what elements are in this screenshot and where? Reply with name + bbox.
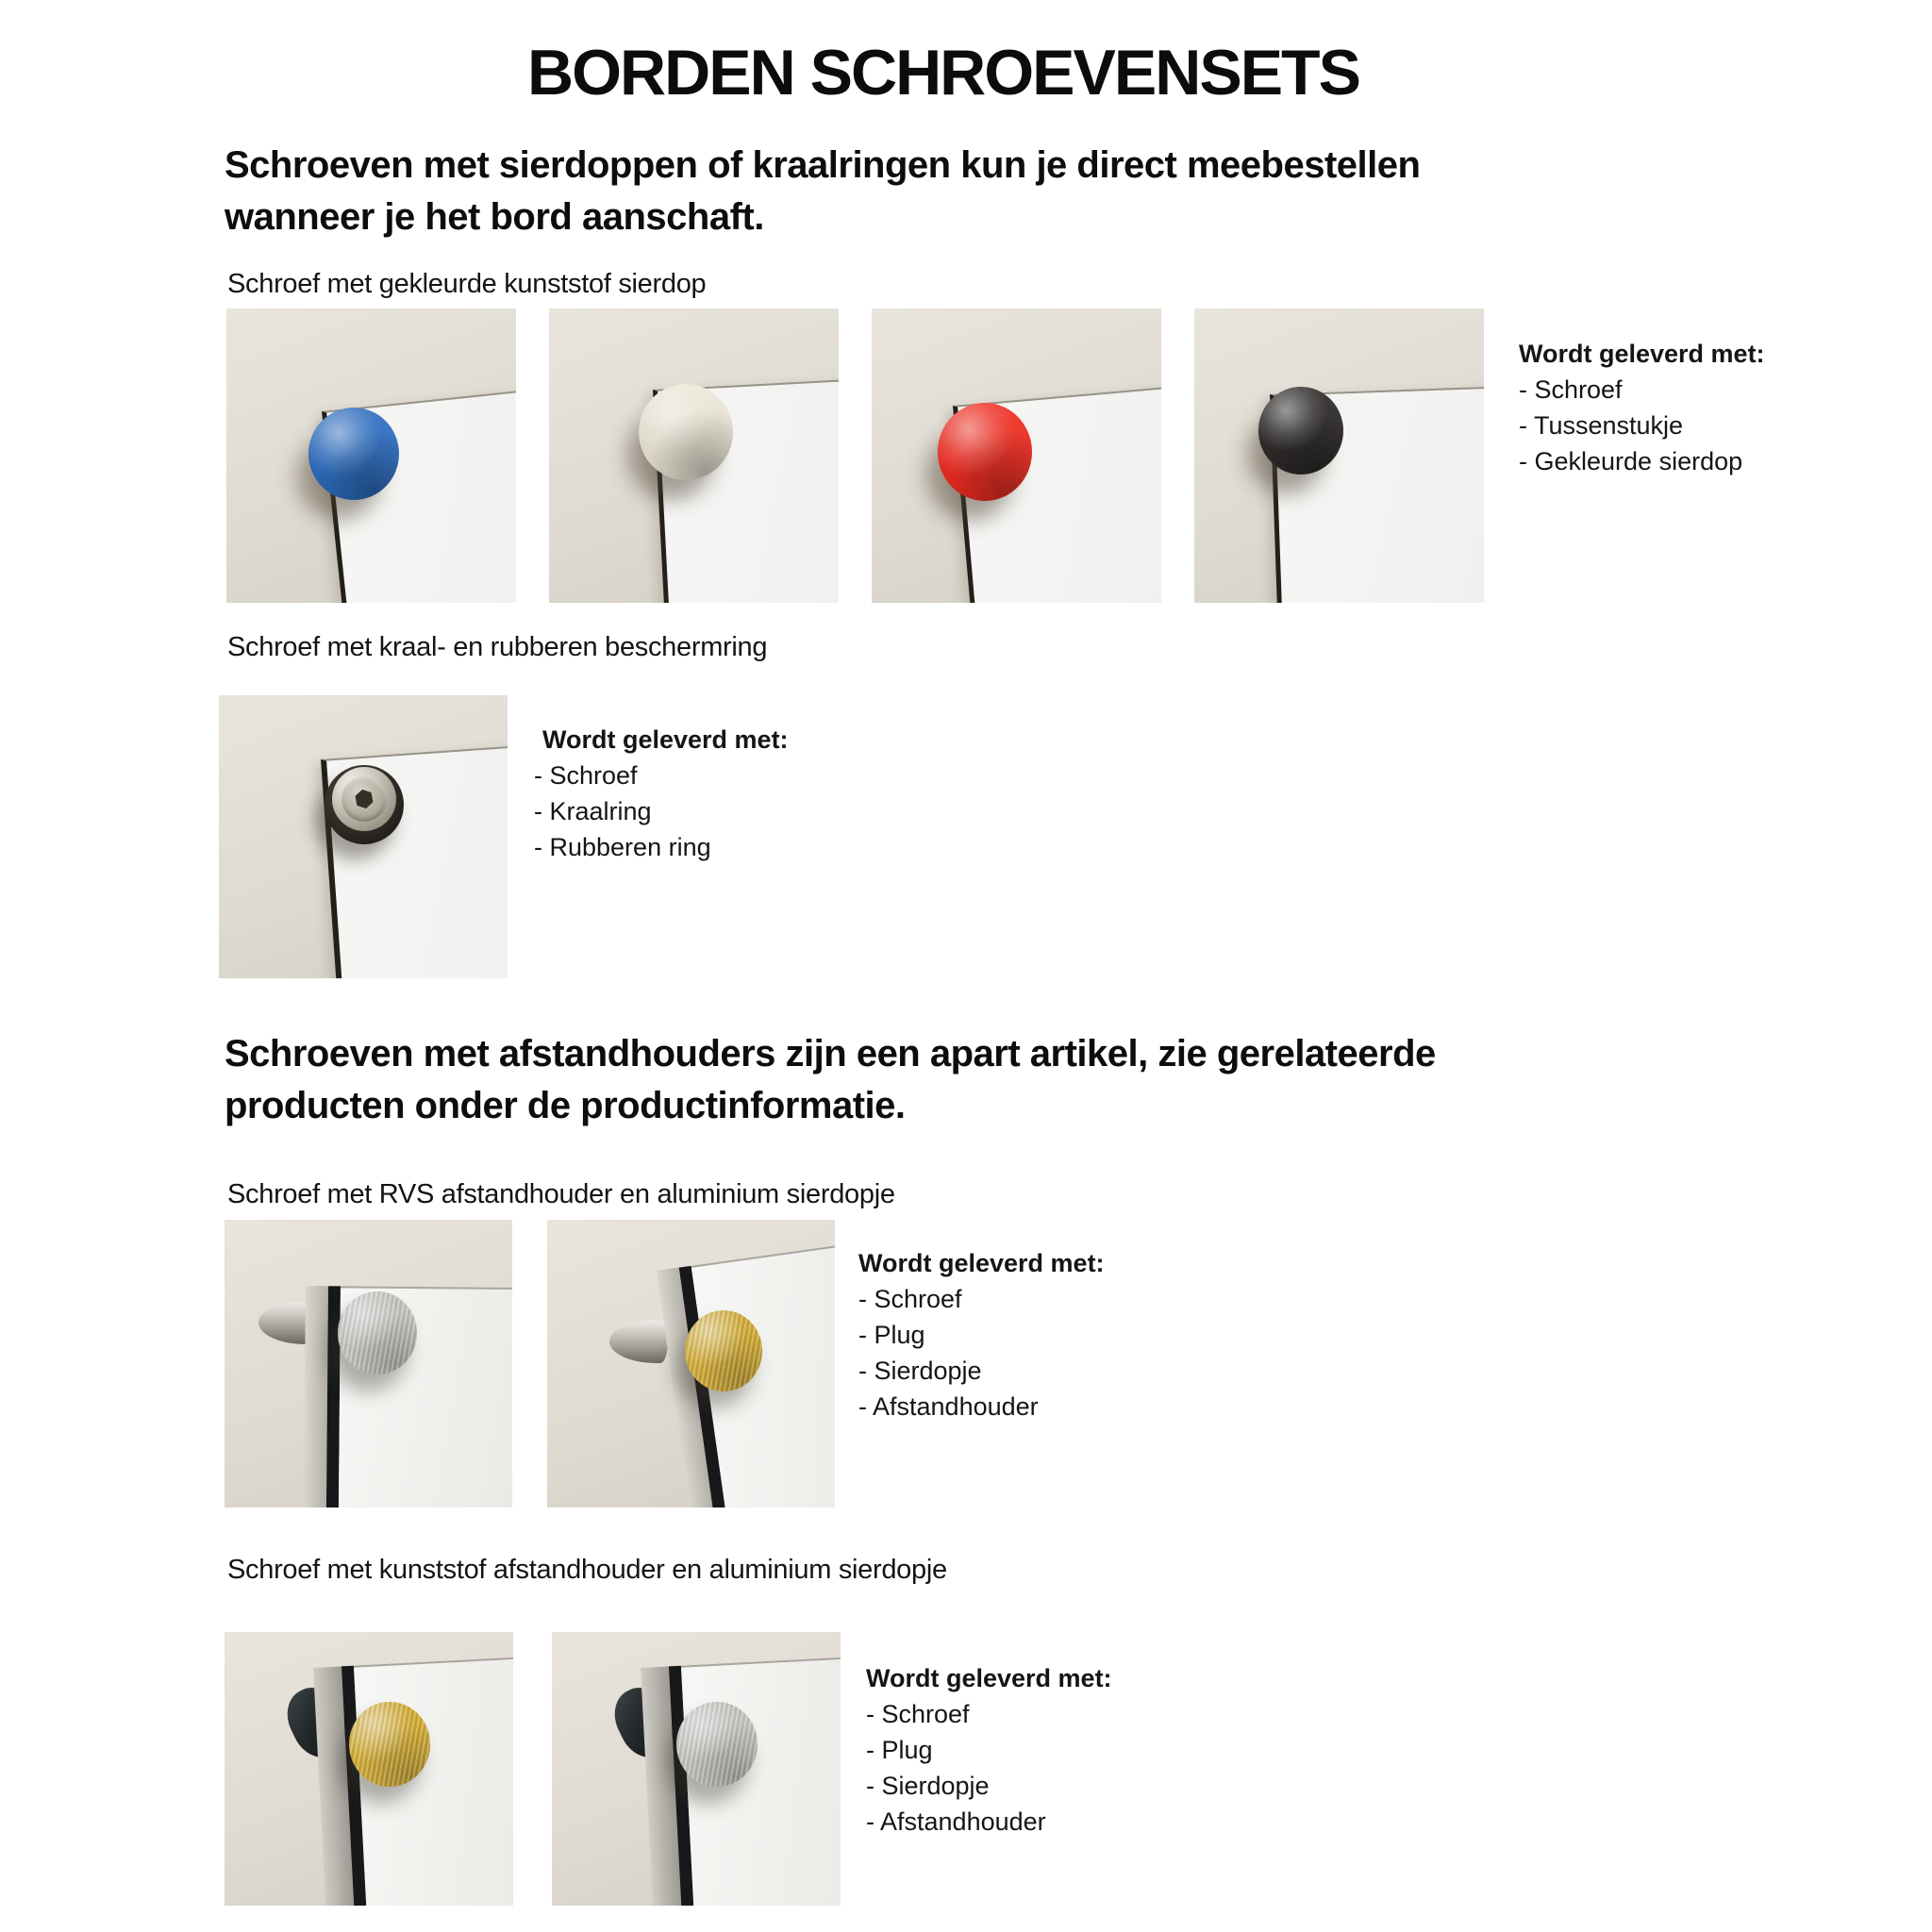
colored-cap-photo-row bbox=[226, 308, 1484, 603]
board-side-face bbox=[303, 1286, 328, 1507]
delivery-list-kraalring bbox=[534, 722, 789, 865]
aluminium-cap bbox=[338, 1291, 417, 1374]
delivery-item: - Schroef bbox=[534, 761, 638, 790]
blue-cap bbox=[308, 408, 399, 500]
delivery-header: Wordt geleverd met: bbox=[866, 1664, 1112, 1692]
delivery-item: - Afstandhouder bbox=[866, 1807, 1046, 1836]
intro-line-1: Schroeven met sierdoppen of kraalringen kun je direct meebestellen bbox=[225, 144, 1421, 186]
delivery-list-kunststof bbox=[866, 1660, 1112, 1840]
photo-rvs-gold-cap bbox=[547, 1220, 835, 1507]
black-cap bbox=[1258, 387, 1343, 475]
delivery-header: Wordt geleverd met: bbox=[542, 725, 789, 754]
red-cap bbox=[938, 403, 1032, 501]
photo-white-cap bbox=[549, 308, 839, 603]
delivery-item: - Sierdopje bbox=[866, 1772, 990, 1800]
photo-blue-cap bbox=[226, 308, 516, 603]
delivery-item: - Rubberen ring bbox=[534, 833, 711, 861]
photo-black-cap bbox=[1194, 308, 1484, 603]
sign-board bbox=[321, 710, 508, 978]
note-line-2: producten onder de productinformatie. bbox=[225, 1085, 906, 1126]
delivery-item: - Schroef bbox=[866, 1700, 970, 1728]
photo-kraalring bbox=[219, 695, 508, 978]
delivery-item: - Kraalring bbox=[534, 797, 652, 825]
note-line-1: Schroeven met afstandhouders zijn een apart artikel, zie gerelateerde bbox=[225, 1033, 1436, 1074]
kunststof-standoff-photo-row bbox=[225, 1632, 841, 1906]
delivery-list-rvs bbox=[858, 1245, 1105, 1424]
white-cap bbox=[639, 384, 733, 480]
rvs-standoff-photo-row bbox=[225, 1220, 835, 1507]
page-title: BORDEN SCHROEVENSETS bbox=[527, 37, 1359, 108]
intro-text bbox=[225, 140, 1420, 243]
section-label-kunststof-afstandhouder: Schroef met kunststof afstandhouder en aluminium sierdopje bbox=[227, 1555, 947, 1585]
section-label-kraalring: Schroef met kraal- en rubberen beschermring bbox=[227, 632, 768, 662]
delivery-item: - Plug bbox=[866, 1736, 933, 1764]
delivery-item: - Plug bbox=[858, 1321, 925, 1349]
section-label-gekleurde-sierdop: Schroef met gekleurde kunststof sierdop bbox=[227, 269, 707, 299]
delivery-item: - Gekleurde sierdop bbox=[1519, 447, 1743, 475]
photo-red-cap bbox=[872, 308, 1161, 603]
intro-line-2: wanneer je het bord aanschaft. bbox=[225, 196, 764, 238]
delivery-item: - Tussenstukje bbox=[1519, 411, 1684, 440]
delivery-list-colored-caps bbox=[1519, 336, 1765, 479]
gold-cap bbox=[685, 1310, 762, 1391]
standoff-cylinder bbox=[609, 1320, 668, 1363]
delivery-header: Wordt geleverd met: bbox=[858, 1249, 1105, 1277]
delivery-item: - Schroef bbox=[1519, 375, 1623, 404]
delivery-item: - Schroef bbox=[858, 1285, 962, 1313]
photo-kunststof-aluminium-cap bbox=[552, 1632, 841, 1906]
section-label-rvs-afstandhouder: Schroef met RVS afstandhouder en aluminium sierdopje bbox=[227, 1179, 895, 1209]
photo-rvs-aluminium-cap bbox=[225, 1220, 512, 1507]
delivery-item: - Afstandhouder bbox=[858, 1392, 1039, 1421]
gold-cap bbox=[349, 1702, 430, 1787]
standoff-note-text bbox=[225, 1028, 1436, 1132]
delivery-header: Wordt geleverd met: bbox=[1519, 340, 1765, 368]
delivery-item: - Sierdopje bbox=[858, 1357, 982, 1385]
aluminium-cap bbox=[676, 1702, 758, 1787]
photo-kunststof-gold-cap bbox=[225, 1632, 513, 1906]
